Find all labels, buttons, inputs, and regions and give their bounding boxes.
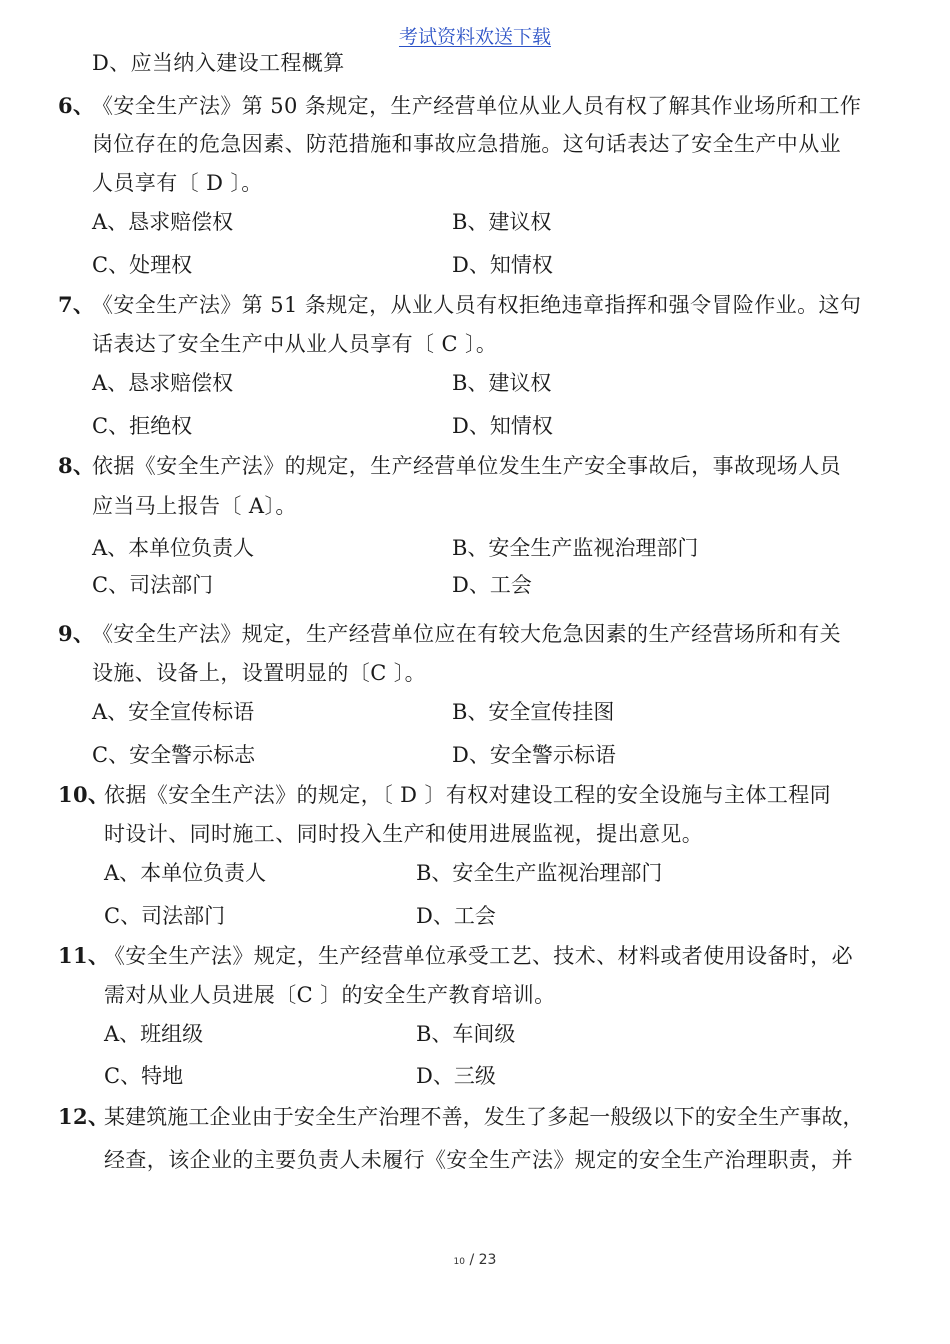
q10-option-a: A、本单位负责人 (104, 861, 267, 885)
q9-option-a: A、安全宣传标语 (92, 700, 255, 724)
header-download-link[interactable]: 考试资料欢送下载 (398, 26, 551, 48)
q8-option-d: D、工会 (452, 573, 532, 597)
q8-text-line2: 应当马上报告〔 A〕。 (92, 494, 297, 518)
q7-text-line2: 话表达了安全生产中从业人员享有〔 C 〕。 (92, 332, 498, 356)
q6-option-b: B、建议权 (452, 210, 552, 234)
page-current: 10 (453, 1257, 465, 1267)
q7-option-d: D、知情权 (452, 414, 553, 438)
q11-option-b: B、车间级 (416, 1022, 516, 1046)
q10-text-line1: 依据《安全生产法》的规定，〔 D 〕有权对建设工程的安全设施与主体工程同 (104, 783, 832, 807)
page-total: 23 (478, 1252, 497, 1268)
q10-option-b: B、安全生产监视治理部门 (416, 861, 663, 885)
q9-text-line2: 设施、设备上，设置明显的〔C 〕。 (92, 661, 427, 685)
q8-option-b: B、安全生产监视治理部门 (452, 536, 699, 560)
q9-option-c: C、安全警示标志 (92, 743, 256, 767)
q11-text-line2: 需对从业人员进展〔C 〕的安全生产教育培训。 (104, 983, 556, 1007)
q9-option-d: D、安全警示标语 (452, 743, 616, 767)
q12-text-line1: 某建筑施工企业由于安全生产治理不善，发生了多起一般级以下的安全生产事故， (104, 1105, 864, 1129)
q6-number: 6、 (58, 93, 95, 118)
q6-option-c: C、处理权 (92, 253, 193, 277)
q11-option-c: C、特地 (104, 1064, 184, 1088)
q10-option-c: C、司法部门 (104, 904, 226, 928)
q8-option-c: C、司法部门 (92, 573, 214, 597)
q10-number: 10、 (58, 782, 110, 807)
q9-number: 9、 (58, 621, 95, 646)
page-number (0, 1252, 950, 1268)
q6-option-a: A、恳求赔偿权 (92, 210, 234, 234)
q10-text-line2: 时设计、同时施工、同时投入生产和使用进展监视，提出意见。 (104, 822, 704, 846)
q6-option-d: D、知情权 (452, 253, 553, 277)
q5-option-d: D、应当纳入建设工程概算 (92, 51, 345, 75)
q11-option-d: D、三级 (416, 1064, 496, 1088)
q7-option-a: A、恳求赔偿权 (92, 371, 234, 395)
q6-text-line2: 岗位存在的危急因素、防范措施和事故应急措施。这句话表达了安全生产中从业 (92, 132, 841, 156)
q8-text-line1: 依据《安全生产法》的规定，生产经营单位发生生产安全事故后，事故现场人员 (92, 454, 841, 478)
q12-number: 12、 (58, 1104, 110, 1129)
q8-option-a: A、本单位负责人 (92, 536, 255, 560)
q11-text-line1: 《安全生产法》规定，生产经营单位承受工艺、技术、材料或者使用设备时，必 (104, 944, 853, 968)
q11-option-a: A、班组级 (104, 1022, 204, 1046)
q7-option-c: C、拒绝权 (92, 414, 193, 438)
q7-text-line1: 《安全生产法》第 51 条规定，从业人员有权拒绝违章指挥和强令冒险作业。这句 (92, 293, 862, 317)
q11-number: 11、 (58, 943, 110, 968)
q6-text-line1: 《安全生产法》第 50 条规定，生产经营单位从业人员有权了解其作业场所和工作 (92, 94, 862, 118)
q12-text-line2: 经查，该企业的主要负责人未履行《安全生产法》规定的安全生产治理职责，并 (104, 1148, 853, 1172)
q6-text-line3: 人员享有〔 D 〕。 (92, 171, 263, 195)
q9-text-line1: 《安全生产法》规定，生产经营单位应在有较大危急因素的生产经营场所和有关 (92, 622, 841, 646)
q9-option-b: B、安全宣传挂图 (452, 700, 615, 724)
page-separator: / (469, 1252, 475, 1268)
q8-number: 8、 (58, 453, 95, 478)
q10-option-d: D、工会 (416, 904, 496, 928)
q7-number: 7、 (58, 292, 95, 317)
q7-option-b: B、建议权 (452, 371, 552, 395)
